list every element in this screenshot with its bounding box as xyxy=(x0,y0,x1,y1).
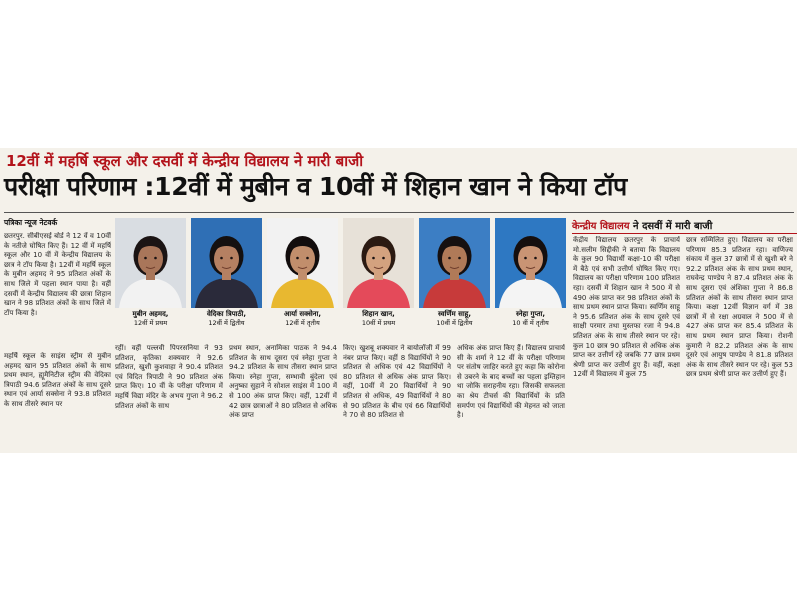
article-column-1: महर्षि स्कूल के साइंस स्ट्रीम से मुबीन अहमद खान 95 प्रतिशत अंकों के साथ प्रथम स्थान, ह्यूमैनिटीज स्ट्रीम की वेदिका त्रिपाठी 94.6 प्रतिशत अंकों के साथ दूसरे स्थान एवं आर्या सक्सेना ने 93.8 प्रतिशत के साथ तीसरे स्थान पर xyxy=(4,352,111,408)
intro-paragraph: छतरपुर. सीबीएसई बोर्ड ने 12 वें व 10वीं के नतीजे घोषित किए हैं। 12 वीं में महर्षि स्कूल और 10 वीं में केन्द्रीय विद्यालय के छात्र ने टॉप किया है। 12वीं में महर्षि स्कूल के मुबीन अहमद ने 95 प्रतिशत अंकों के साथ जिले में पहला स्थान पाया है। वहीं दसवीं में केन्द्रीय विद्यालय की छात्रा शिहान खान ने 98 प्रतिशत अंकों के साथ जिले में टॉप किया है। xyxy=(4,232,111,317)
photo-sneha xyxy=(495,218,566,328)
student-photos xyxy=(115,218,565,328)
article-column-4: किए। खुशबू शक्यवार ने बायोलॉजी में 99 नंबर प्राप्त किए। वहीं 8 विद्यार्थियों ने 90 प्रतिशत से अधिक एवं 42 विद्यार्थियों ने 80 प्रतिशत से अधिक अंक प्राप्त किए। वहीं, 10वीं में 20 विद्यार्थियों ने 90 प्रतिशत से अधिक, 49 विद्यार्थियों ने 80 से 90 प्रतिशत के बीच एवं 66 विद्यार्थियों ने 70 से 80 प्रतिशत से xyxy=(343,344,451,420)
article-column-2: रहीं। वहीं पल्लवी पिपरसनिया ने 93 प्रतिशत, कृतिका शक्यवार ने 92.6 प्रतिशत, खुशी कुशवाहा ने 90.4 प्रतिशत एवं विदित त्रिपाठी ने 90 प्रतिशत अंक प्राप्त किए। 10 वीं के परीक्षा परिणाम में महर्षि विद्या मंदिर के अभय गुप्ता ने 96.2 प्रतिशत अंकों के साथ xyxy=(115,344,223,410)
student-rank: 10वीं में द्वितीय xyxy=(436,318,473,327)
student-name: स्वर्णिम साहू, xyxy=(437,310,472,318)
side-headline-highlight: केन्द्रीय विद्यालय xyxy=(572,221,630,232)
side-column-2: छात्र सम्मिलित हुए। विद्यालय का परीक्षा परिणाम 85.3 प्रतिशत रहा। वाणिज्य संकाय में कुल 37 छात्रों में से खुशी बरे ने 92.2 प्रतिशत अंक के साथ प्रथम स्थान, राघवेन्द्र पाण्डेय ने 87.4 प्रतिशत अंक के साथ दूसरा एवं अंशिका गुप्ता ने 86.8 प्रतिशत अंकों के साथ तीसरा स्थान प्राप्त किया। कक्षा 12वीं विज्ञान वर्ग में 38 छात्रों में से रक्षा अग्रवाल ने 500 में से 427 अंक प्राप्त कर 85.4 प्रतिशत के साथ प्रथम स्थान प्राप्त किया। रोशनी कुमारी ने 82.2 प्रतिशत अंक के साथ दूसरे एवं आयुष पाण्डेय ने 81.8 प्रतिशत अंक के साथ तीसरे स्थान पर रहे। कुल 53 छात्र प्रथम श्रेणी प्राप्त कर उत्तीर्ण हुए हैं। xyxy=(686,236,793,379)
student-portrait xyxy=(419,218,490,308)
student-name: आर्या सक्सेना, xyxy=(283,310,322,318)
side-headline-text: ने दसवीं में मारी बाजी xyxy=(629,221,713,232)
portrait-image xyxy=(115,218,186,308)
student-name: मुबीन अहमद, xyxy=(132,310,169,318)
portrait-image xyxy=(419,218,490,308)
photo-caption xyxy=(115,310,186,327)
student-portrait xyxy=(343,218,414,308)
student-rank: 10 वीं में तृतीय xyxy=(512,318,549,327)
side-column-1: केंद्रीय विद्यालय छतरपुर के प्राचार्य मो.सलीम सिद्दीकी ने बताया कि विद्यालय के कुल 90 विद्यार्थी कक्षा-10 की परीक्षा में बैठे एवं सभी उत्तीर्ण घोषित किए गए। विद्यालय का परीक्षा परिणाम 100 प्रतिशत रहा। दसवीं में शिहान खान ने 500 में से 490 अंक प्राप्त कर 98 प्रतिशत अंकों के साथ प्रथम स्थान प्राप्त किया। स्वर्णिम साहू ने 95.6 प्रतिशत अंक के साथ दूसरे एवं साक्षी परमार तथा मुस्तफा रजा ने 94.8 प्रतिशत अंक के साथ तीसरे स्थान पर रहे। कुल 10 छात्र 90 प्रतिशत से अधिक अंक प्राप्त कर उत्तीर्ण रहे जबकि 77 छात्र प्रथम श्रेणी प्राप्त कर उत्तीर्ण हुए हैं। वहीं, कक्षा 12वीं में विद्यालय में कुल 75 xyxy=(573,236,680,379)
side-story-headline xyxy=(572,218,797,234)
photo-caption xyxy=(267,310,338,327)
student-portrait xyxy=(267,218,338,308)
photo-shihan xyxy=(343,218,414,328)
photo-caption xyxy=(343,310,414,327)
photo-caption xyxy=(419,310,490,327)
article-column-5: अधिक अंक प्राप्त किए हैं। विद्यालय प्राचार्य सी के शर्मा ने 12 वीं के परीक्षा परिणाम पर संतोष जाहिर करते हुए कहा कि कोरोना से उबरने के बाद बच्चों का पहला इम्तिहान था जोकि सराहनीय रहा। जिसकी सफलता का श्रेय टीचर्स की विद्यार्थियों के प्रति समर्पण एवं विद्यार्थियों की मेहनत को जाता है। xyxy=(457,344,565,420)
student-name: वेदिका त्रिपाठी, xyxy=(206,310,247,318)
photo-arya xyxy=(267,218,338,328)
student-portrait xyxy=(115,218,186,308)
student-rank: 12वीं में द्वितीय xyxy=(208,318,245,327)
photo-swarnim xyxy=(419,218,490,328)
student-rank: 12वीं में प्रथम xyxy=(133,318,168,327)
photo-vedika xyxy=(191,218,262,328)
student-rank: 10वीं में प्रथम xyxy=(361,318,396,327)
photo-caption xyxy=(191,310,262,327)
student-portrait xyxy=(495,218,566,308)
photo-mubeen xyxy=(115,218,186,328)
portrait-image xyxy=(343,218,414,308)
student-name: स्नेहा गुप्ता, xyxy=(515,310,546,318)
student-name: शिहान खान, xyxy=(362,310,395,318)
kicker-headline: 12वीं में महर्षि स्कूल और दसवीं में केन्द्रीय विद्यालय ने मारी बाजी xyxy=(6,152,364,170)
main-headline: परीक्षा परिणाम :12वीं में मुबीन व 10वीं में शिहान खान ने किया टॉप xyxy=(4,172,627,201)
agency-credit: पत्रिका न्यूज नेटवर्क xyxy=(4,218,58,227)
photo-caption xyxy=(495,310,566,327)
headline-rule xyxy=(4,212,794,213)
article-column-3: प्रथम स्थान, अनामिका पाठक ने 94.4 प्रतिशत के साथ दूसरा एवं स्नेहा गुप्ता ने 94.2 प्रतिशत के साथ तीसरा स्थान प्राप्त किया। स्नेहा गुप्ता, सम्भावी बुंदेला एवं अनुष्का सुहाने ने सोशल साइंस में 100 में से 100 अंक प्राप्त किए। वहीं, 12वीं में 42 छात्र छात्राओं ने 80 प्रतिशत से अधिक अंक प्राप्त xyxy=(229,344,337,420)
student-portrait xyxy=(191,218,262,308)
portrait-image xyxy=(191,218,262,308)
student-rank: 12वीं में तृतीय xyxy=(285,318,320,327)
newspaper-clipping xyxy=(0,148,797,453)
portrait-image xyxy=(267,218,338,308)
portrait-image xyxy=(495,218,566,308)
